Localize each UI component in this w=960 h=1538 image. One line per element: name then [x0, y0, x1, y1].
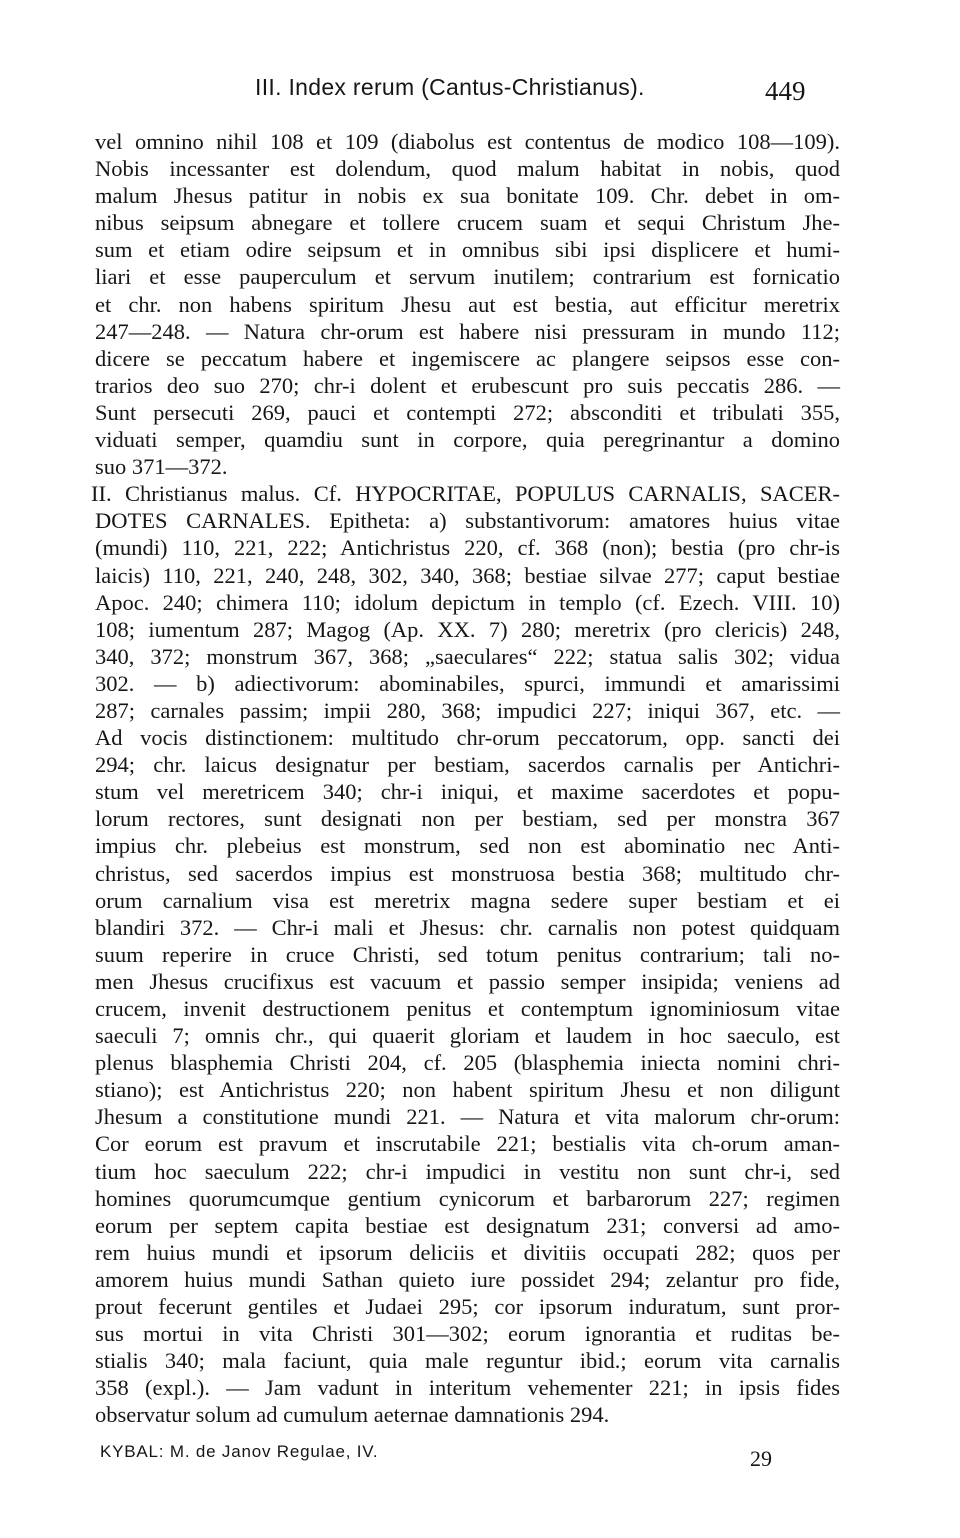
text-line: impius chr. plebeius est monstrum, sed non est abominatio nec Anti- [95, 833, 840, 859]
text-line: crucem, invenit destructionem penitus et contemptum ignominiosum vitae [95, 996, 840, 1021]
text-line: Nobis incessanter est dolendum, quod malum habitat in nobis, quod [95, 156, 840, 182]
text-line: homines quorumcumque gentium cynicorum et barbarorum 227; regimen [95, 1185, 840, 1211]
text-line: Cor eorum est pravum et inscrutabile 221; bestialis vita ch-orum aman- [95, 1131, 840, 1157]
running-head: III. Index rerum (Cantus-Christianus). [255, 74, 645, 100]
page-header [0, 72, 960, 112]
text-line: saeculi 7; omnis chr., qui quaerit gloriam et laudem in hoc saeculo, est [95, 1023, 840, 1049]
page-footer [0, 1440, 960, 1470]
index-text [91, 128, 840, 1429]
sheet-number: 29 [750, 1446, 772, 1471]
text-line: malum Jhesus patitur in nobis ex sua bonitate 109. Chr. debet in om- [95, 183, 840, 209]
text-line: orum carnalium visa est meretrix magna sedere super bestiam et ei [95, 887, 840, 913]
text-line: stiano); est Antichristus 220; non habent spiritum Jhesu et non diligunt [95, 1077, 840, 1103]
text-line: stum vel meretricem 340; chr-i iniqui, et maxime sacerdotes et popu- [95, 779, 840, 805]
text-line: lorum rectores, sunt designati non per bestiam, sed per monstra 367 [95, 806, 840, 832]
text-line: 358 (expl.). — Jam vadunt in interitum vehementer 221; in ipsis fides [95, 1375, 840, 1401]
text-line: viduati semper, quamdiu sunt in corpore, quia peregrinantur a domino [95, 427, 840, 453]
text-line: amorem huius mundi Sathan quieto iure possidet 294; zelantur pro fide, [95, 1266, 840, 1292]
text-line: 340, 372; monstrum 367, 368; „saeculares“ 222; statua salis 302; vidua [95, 643, 840, 669]
text-line: liari et esse pauperculum et servum inutilem; contrarium est fornicatio [95, 264, 840, 290]
text-line: laicis) 110, 221, 240, 248, 302, 340, 368; bestiae silvae 277; caput bestiae [95, 562, 840, 588]
page-number: 449 [765, 76, 806, 106]
text-line: 294; chr. laicus designatur per bestiam, sacerdos carnalis per Antichri- [95, 752, 840, 778]
text-line: nibus seipsum abnegare et tollere crucem suam et sequi Christum Jhe- [95, 210, 840, 236]
text-line: dicere se peccatum habere et ingemiscere ac plangere seipsos esse con- [95, 345, 840, 371]
text-line: II. Christianus malus. Cf. HYPOCRITAE, POPULUS CARNALIS, SACER- [91, 481, 840, 507]
text-line: vel omnino nihil 108 et 109 (diabolus est contentus de modico 108—109). [95, 129, 840, 154]
text-line: rem huius mundi et ipsorum deliciis et divitiis occupati 282; quos per [95, 1239, 840, 1265]
text-line: tium hoc saeculum 222; chr-i impudici in vestitu non sunt chr-i, sed [95, 1158, 840, 1184]
text-line: DOTES CARNALES. Epitheta: a) substantivorum: amatores huius vitae [95, 508, 840, 534]
text-line: plenus blasphemia Christi 204, cf. 205 (blasphemia iniecta nomini chri- [95, 1050, 840, 1076]
text-line: men Jhesus crucifixus est vacuum et passio semper insipida; veniens ad [95, 968, 840, 994]
text-line: 247—248. — Natura chr-orum est habere nisi pressuram in mundo 112; [95, 318, 840, 344]
text-line: observatur solum ad cumulum aeternae damnationis 294. [95, 1402, 610, 1428]
text-line: 108; iumentum 287; Magog (Ap. XX. 7) 280; meretrix (pro clericis) 248, [95, 616, 840, 642]
text-line: suum reperire in cruce Christi, sed totum penitus contrarium; tali no- [95, 941, 840, 967]
text-line: eorum per septem capita bestiae est designatum 231; conversi ad amo- [95, 1212, 840, 1238]
text-line: suo 371—372. [95, 454, 228, 480]
text-line: Apoc. 240; chimera 110; idolum depictum in templo (cf. Ezech. VIII. 10) [95, 589, 840, 615]
text-line: Sunt persecuti 269, pauci et contempti 272; absconditi et tribulati 355, [95, 399, 840, 425]
text-line: (mundi) 110, 221, 222; Antichristus 220, cf. 368 (non); bestia (pro chr-is [95, 535, 840, 561]
text-line: christus, sed sacerdos impius est monstruosa bestia 368; multitudo chr- [95, 860, 840, 886]
text-line: trarios deo suo 270; chr-i dolent et erubescunt pro suis peccatis 286. — [95, 372, 840, 398]
text-line: 302. — b) adiectivorum: abominabiles, spurci, immundi et amarissimi [95, 670, 840, 696]
text-line: stialis 340; mala faciunt, quia male reguntur ibid.; eorum vita carnalis [95, 1348, 840, 1374]
text-line: sum et etiam odire seipsum et in omnibus sibi ipsi displicere et humi- [95, 237, 840, 263]
footer-signature: KYBAL: M. de Janov Regulae, IV. [100, 1442, 379, 1461]
text-line: 287; carnales passim; impii 280, 368; impudici 227; iniqui 367, etc. — [95, 697, 840, 723]
text-line: Ad vocis distinctionem: multitudo chr-orum peccatorum, opp. sancti dei [95, 725, 840, 751]
text-line: blandiri 372. — Chr-i mali et Jhesus: chr. carnalis non potest quidquam [95, 914, 840, 940]
text-line: sus mortui in vita Christi 301—302; eorum ignorantia et ruditas be- [95, 1321, 840, 1347]
text-line: Jhesum a constitutione mundi 221. — Natura et vita malorum chr-orum: [95, 1104, 840, 1130]
text-line: prout fecerunt gentiles et Judaei 295; cor ipsorum induratum, sunt pror- [95, 1294, 840, 1320]
text-line: et chr. non habens spiritum Jhesu aut est bestia, aut efficitur meretrix [95, 291, 840, 317]
